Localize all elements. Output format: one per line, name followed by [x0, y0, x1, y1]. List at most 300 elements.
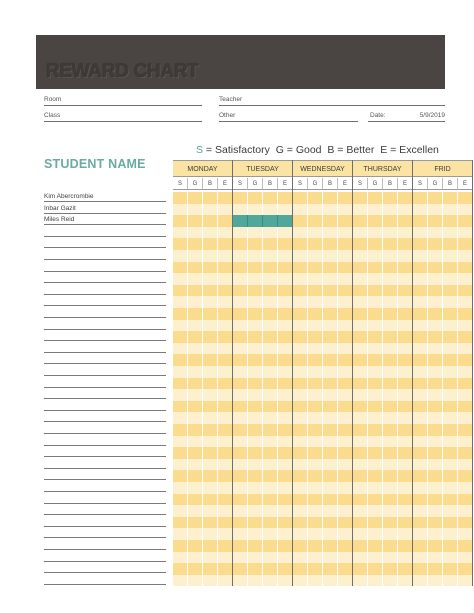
rating-cell[interactable] [293, 459, 308, 471]
rating-cell[interactable] [233, 354, 248, 366]
rating-cell[interactable] [398, 238, 413, 250]
rating-cell[interactable] [263, 331, 278, 343]
rating-cell[interactable] [278, 552, 293, 564]
rating-cell[interactable] [173, 540, 188, 552]
rating-cell[interactable] [248, 563, 263, 575]
rating-cell[interactable] [218, 552, 233, 564]
rating-cell[interactable] [368, 296, 383, 308]
rating-cell[interactable] [323, 204, 338, 216]
rating-cell[interactable] [308, 320, 323, 332]
rating-cell[interactable] [338, 296, 353, 308]
rating-cell[interactable] [263, 296, 278, 308]
rating-cell[interactable] [398, 517, 413, 529]
rating-cell[interactable] [173, 575, 188, 587]
rating-cell[interactable] [428, 238, 443, 250]
rating-cell[interactable] [368, 354, 383, 366]
rating-cell[interactable] [428, 436, 443, 448]
rating-cell[interactable] [278, 412, 293, 424]
rating-cell[interactable] [353, 192, 368, 204]
rating-cell[interactable] [443, 494, 458, 506]
student-row[interactable] [44, 551, 166, 562]
rating-cell[interactable] [293, 227, 308, 239]
rating-cell[interactable] [383, 238, 398, 250]
rating-cell[interactable] [218, 354, 233, 366]
rating-cell[interactable] [263, 470, 278, 482]
rating-cell[interactable] [293, 354, 308, 366]
rating-cell[interactable] [353, 563, 368, 575]
rating-cell[interactable] [458, 528, 473, 540]
rating-cell[interactable] [413, 436, 428, 448]
rating-cell[interactable] [413, 505, 428, 517]
rating-cell[interactable] [188, 366, 203, 378]
rating-cell[interactable] [353, 552, 368, 564]
rating-cell[interactable] [203, 459, 218, 471]
rating-cell[interactable] [218, 250, 233, 262]
rating-cell[interactable] [263, 517, 278, 529]
rating-cell[interactable] [248, 482, 263, 494]
rating-cell[interactable] [353, 505, 368, 517]
rating-cell[interactable] [248, 470, 263, 482]
rating-cell[interactable] [428, 447, 443, 459]
rating-cell[interactable] [188, 552, 203, 564]
rating-cell[interactable] [278, 459, 293, 471]
rating-cell[interactable] [293, 575, 308, 587]
rating-cell[interactable] [203, 343, 218, 355]
rating-cell[interactable] [323, 459, 338, 471]
rating-cell[interactable] [368, 250, 383, 262]
rating-cell[interactable] [353, 378, 368, 390]
rating-cell[interactable] [293, 517, 308, 529]
rating-cell[interactable] [248, 459, 263, 471]
rating-cell[interactable] [353, 273, 368, 285]
rating-cell[interactable] [428, 250, 443, 262]
rating-cell[interactable] [443, 401, 458, 413]
rating-cell[interactable] [323, 308, 338, 320]
rating-cell[interactable] [323, 540, 338, 552]
rating-cell[interactable] [173, 412, 188, 424]
rating-cell[interactable] [398, 575, 413, 587]
rating-cell[interactable] [398, 412, 413, 424]
rating-cell[interactable] [278, 470, 293, 482]
rating-cell[interactable] [233, 273, 248, 285]
rating-cell[interactable] [173, 378, 188, 390]
rating-cell[interactable] [458, 343, 473, 355]
rating-cell[interactable] [203, 273, 218, 285]
rating-cell[interactable] [353, 354, 368, 366]
rating-cell[interactable] [323, 505, 338, 517]
rating-cell[interactable] [233, 505, 248, 517]
rating-cell[interactable] [308, 354, 323, 366]
rating-cell[interactable] [353, 204, 368, 216]
rating-cell[interactable] [248, 366, 263, 378]
rating-cell[interactable] [323, 552, 338, 564]
rating-cell[interactable] [263, 401, 278, 413]
rating-cell[interactable] [323, 262, 338, 274]
rating-cell[interactable] [188, 285, 203, 297]
rating-cell[interactable] [458, 285, 473, 297]
rating-cell[interactable] [218, 238, 233, 250]
rating-cell[interactable] [278, 273, 293, 285]
rating-cell[interactable] [218, 528, 233, 540]
rating-cell[interactable] [188, 436, 203, 448]
rating-cell[interactable] [308, 494, 323, 506]
rating-cell[interactable] [428, 517, 443, 529]
rating-cell[interactable] [443, 540, 458, 552]
rating-cell[interactable] [368, 494, 383, 506]
rating-cell[interactable] [278, 238, 293, 250]
rating-cell[interactable] [398, 470, 413, 482]
rating-cell[interactable] [443, 389, 458, 401]
rating-cell[interactable] [188, 227, 203, 239]
rating-cell[interactable] [188, 389, 203, 401]
rating-cell[interactable] [308, 528, 323, 540]
rating-cell[interactable] [203, 308, 218, 320]
rating-cell[interactable] [458, 575, 473, 587]
rating-cell[interactable] [188, 528, 203, 540]
rating-cell[interactable] [233, 238, 248, 250]
rating-cell[interactable] [443, 273, 458, 285]
rating-cell[interactable] [428, 540, 443, 552]
rating-cell[interactable] [383, 204, 398, 216]
rating-cell[interactable] [203, 575, 218, 587]
rating-cell[interactable] [443, 250, 458, 262]
rating-cell[interactable] [263, 505, 278, 517]
rating-cell[interactable] [278, 528, 293, 540]
rating-cell[interactable] [293, 505, 308, 517]
rating-cell[interactable] [398, 401, 413, 413]
rating-cell[interactable] [443, 262, 458, 274]
rating-cell[interactable] [323, 354, 338, 366]
rating-cell[interactable] [263, 238, 278, 250]
rating-cell[interactable] [458, 378, 473, 390]
rating-cell[interactable] [248, 262, 263, 274]
rating-cell[interactable] [458, 563, 473, 575]
rating-cell[interactable] [188, 192, 203, 204]
rating-cell[interactable] [338, 192, 353, 204]
rating-cell[interactable] [338, 215, 353, 227]
rating-cell[interactable] [233, 412, 248, 424]
rating-cell[interactable] [293, 296, 308, 308]
rating-cell[interactable] [443, 320, 458, 332]
rating-cell[interactable] [458, 238, 473, 250]
rating-cell[interactable] [218, 308, 233, 320]
rating-cell[interactable] [218, 540, 233, 552]
rating-cell[interactable] [203, 227, 218, 239]
rating-cell[interactable] [203, 354, 218, 366]
student-row[interactable] [44, 353, 166, 364]
rating-cell[interactable] [218, 563, 233, 575]
rating-cell[interactable] [173, 482, 188, 494]
rating-cell[interactable] [218, 296, 233, 308]
rating-cell[interactable] [233, 227, 248, 239]
rating-cell[interactable] [293, 238, 308, 250]
rating-cell[interactable] [413, 215, 428, 227]
rating-cell[interactable] [218, 227, 233, 239]
rating-cell[interactable] [218, 505, 233, 517]
rating-cell[interactable] [233, 320, 248, 332]
rating-cell[interactable] [203, 470, 218, 482]
rating-cell[interactable] [203, 320, 218, 332]
rating-cell[interactable] [248, 505, 263, 517]
rating-cell[interactable] [383, 378, 398, 390]
rating-cell[interactable] [248, 494, 263, 506]
rating-cell[interactable] [293, 204, 308, 216]
rating-cell[interactable] [413, 482, 428, 494]
rating-cell[interactable] [308, 343, 323, 355]
rating-cell[interactable] [398, 215, 413, 227]
rating-cell[interactable] [458, 447, 473, 459]
rating-cell[interactable] [203, 296, 218, 308]
rating-cell[interactable] [338, 389, 353, 401]
rating-cell[interactable] [293, 482, 308, 494]
rating-cell[interactable] [383, 273, 398, 285]
rating-cell[interactable] [368, 273, 383, 285]
rating-cell[interactable] [248, 320, 263, 332]
rating-cell[interactable] [323, 227, 338, 239]
rating-cell[interactable] [458, 517, 473, 529]
rating-cell[interactable] [233, 482, 248, 494]
rating-cell[interactable] [413, 331, 428, 343]
rating-cell[interactable] [278, 436, 293, 448]
student-row[interactable] [44, 307, 166, 318]
student-row[interactable] [44, 539, 166, 550]
rating-cell[interactable] [218, 412, 233, 424]
rating-cell[interactable] [278, 378, 293, 390]
student-row[interactable] [44, 493, 166, 504]
rating-cell[interactable] [278, 575, 293, 587]
rating-cell[interactable] [368, 215, 383, 227]
rating-cell[interactable] [173, 204, 188, 216]
rating-cell[interactable] [458, 204, 473, 216]
rating-cell[interactable] [398, 424, 413, 436]
rating-cell[interactable] [383, 563, 398, 575]
rating-cell[interactable] [413, 494, 428, 506]
rating-cell[interactable] [308, 250, 323, 262]
rating-cell[interactable] [368, 552, 383, 564]
rating-cell[interactable] [203, 389, 218, 401]
rating-cell[interactable] [278, 494, 293, 506]
rating-cell[interactable] [218, 401, 233, 413]
rating-cell[interactable] [413, 401, 428, 413]
rating-cell[interactable] [383, 412, 398, 424]
rating-cell[interactable] [188, 494, 203, 506]
rating-cell[interactable] [263, 273, 278, 285]
rating-cell[interactable] [353, 459, 368, 471]
rating-cell[interactable] [323, 320, 338, 332]
student-row[interactable] [44, 388, 166, 399]
rating-cell[interactable] [413, 192, 428, 204]
student-row[interactable] [44, 527, 166, 538]
rating-cell[interactable] [308, 575, 323, 587]
rating-cell[interactable] [458, 412, 473, 424]
rating-cell[interactable] [428, 296, 443, 308]
rating-cell[interactable] [323, 447, 338, 459]
rating-cell[interactable] [353, 494, 368, 506]
rating-cell[interactable] [308, 563, 323, 575]
rating-cell[interactable] [368, 517, 383, 529]
rating-cell[interactable] [218, 389, 233, 401]
rating-cell[interactable] [218, 447, 233, 459]
rating-cell[interactable] [323, 296, 338, 308]
rating-cell[interactable] [383, 250, 398, 262]
rating-cell[interactable] [443, 308, 458, 320]
rating-cell[interactable] [443, 204, 458, 216]
rating-cell[interactable] [263, 459, 278, 471]
rating-cell[interactable] [203, 192, 218, 204]
rating-cell[interactable] [398, 204, 413, 216]
rating-cell[interactable] [233, 308, 248, 320]
rating-cell[interactable] [278, 424, 293, 436]
rating-cell[interactable] [248, 401, 263, 413]
rating-cell[interactable] [278, 215, 293, 227]
rating-cell[interactable] [338, 459, 353, 471]
rating-cell[interactable] [203, 331, 218, 343]
rating-cell[interactable] [458, 215, 473, 227]
rating-cell[interactable] [218, 285, 233, 297]
rating-cell[interactable] [323, 331, 338, 343]
rating-cell[interactable] [443, 354, 458, 366]
rating-cell[interactable] [233, 401, 248, 413]
rating-cell[interactable] [308, 366, 323, 378]
rating-cell[interactable] [203, 540, 218, 552]
rating-cell[interactable] [203, 378, 218, 390]
rating-cell[interactable] [173, 215, 188, 227]
rating-cell[interactable] [338, 250, 353, 262]
rating-cell[interactable] [368, 389, 383, 401]
rating-cell[interactable] [338, 575, 353, 587]
rating-cell[interactable] [353, 308, 368, 320]
rating-cell[interactable] [308, 378, 323, 390]
rating-cell[interactable] [368, 343, 383, 355]
room-field[interactable] [44, 105, 202, 106]
rating-cell[interactable] [368, 412, 383, 424]
rating-cell[interactable] [218, 494, 233, 506]
student-row[interactable] [44, 191, 166, 202]
rating-cell[interactable] [353, 343, 368, 355]
rating-cell[interactable] [443, 505, 458, 517]
rating-cell[interactable] [383, 192, 398, 204]
rating-cell[interactable] [353, 470, 368, 482]
rating-cell[interactable] [323, 517, 338, 529]
rating-cell[interactable] [323, 215, 338, 227]
rating-cell[interactable] [188, 273, 203, 285]
student-row[interactable] [44, 319, 166, 330]
rating-cell[interactable] [413, 320, 428, 332]
rating-cell[interactable] [353, 401, 368, 413]
rating-cell[interactable] [428, 470, 443, 482]
rating-cell[interactable] [293, 192, 308, 204]
rating-cell[interactable] [398, 447, 413, 459]
rating-cell[interactable] [263, 412, 278, 424]
rating-cell[interactable] [173, 238, 188, 250]
date-value[interactable]: 5/9/2019 [419, 112, 445, 119]
rating-cell[interactable] [248, 412, 263, 424]
rating-cell[interactable] [263, 215, 278, 227]
rating-cell[interactable] [383, 308, 398, 320]
rating-cell[interactable] [293, 412, 308, 424]
rating-cell[interactable] [323, 436, 338, 448]
rating-cell[interactable] [278, 227, 293, 239]
rating-cell[interactable] [323, 412, 338, 424]
rating-cell[interactable] [263, 528, 278, 540]
rating-cell[interactable] [353, 528, 368, 540]
rating-cell[interactable] [233, 575, 248, 587]
rating-cell[interactable] [203, 262, 218, 274]
rating-cell[interactable] [413, 227, 428, 239]
rating-cell[interactable] [248, 343, 263, 355]
rating-cell[interactable] [443, 482, 458, 494]
rating-cell[interactable] [338, 436, 353, 448]
rating-cell[interactable] [263, 262, 278, 274]
rating-cell[interactable] [248, 192, 263, 204]
rating-cell[interactable] [413, 378, 428, 390]
rating-cell[interactable] [293, 250, 308, 262]
rating-cell[interactable] [173, 494, 188, 506]
student-row[interactable] [44, 411, 166, 422]
rating-cell[interactable] [413, 262, 428, 274]
rating-cell[interactable] [383, 482, 398, 494]
rating-cell[interactable] [188, 447, 203, 459]
rating-cell[interactable] [443, 552, 458, 564]
rating-cell[interactable] [413, 540, 428, 552]
rating-cell[interactable] [173, 552, 188, 564]
rating-cell[interactable] [338, 528, 353, 540]
rating-cell[interactable] [203, 517, 218, 529]
rating-cell[interactable] [173, 389, 188, 401]
rating-cell[interactable] [323, 389, 338, 401]
rating-cell[interactable] [188, 215, 203, 227]
rating-cell[interactable] [428, 285, 443, 297]
rating-cell[interactable] [413, 517, 428, 529]
rating-cell[interactable] [173, 366, 188, 378]
rating-cell[interactable] [443, 296, 458, 308]
student-row[interactable] [44, 574, 166, 585]
student-row[interactable] [44, 249, 166, 260]
rating-cell[interactable] [173, 320, 188, 332]
rating-cell[interactable] [278, 401, 293, 413]
rating-cell[interactable] [413, 285, 428, 297]
rating-cell[interactable] [443, 285, 458, 297]
rating-cell[interactable] [338, 273, 353, 285]
rating-cell[interactable] [308, 470, 323, 482]
rating-cell[interactable] [398, 552, 413, 564]
rating-cell[interactable] [353, 436, 368, 448]
rating-cell[interactable] [233, 262, 248, 274]
rating-cell[interactable] [398, 494, 413, 506]
rating-cell[interactable] [278, 563, 293, 575]
rating-cell[interactable] [248, 389, 263, 401]
rating-cell[interactable] [338, 505, 353, 517]
rating-cell[interactable] [248, 250, 263, 262]
rating-cell[interactable] [263, 227, 278, 239]
rating-cell[interactable] [203, 250, 218, 262]
rating-cell[interactable] [248, 215, 263, 227]
rating-cell[interactable] [398, 343, 413, 355]
rating-cell[interactable] [398, 528, 413, 540]
rating-cell[interactable] [278, 505, 293, 517]
rating-cell[interactable] [383, 540, 398, 552]
rating-cell[interactable] [323, 575, 338, 587]
rating-cell[interactable] [293, 273, 308, 285]
rating-cell[interactable] [233, 343, 248, 355]
rating-cell[interactable] [353, 424, 368, 436]
rating-cell[interactable] [458, 250, 473, 262]
student-row[interactable] [44, 237, 166, 248]
rating-cell[interactable] [398, 285, 413, 297]
rating-cell[interactable] [218, 215, 233, 227]
rating-cell[interactable] [458, 296, 473, 308]
rating-cell[interactable] [248, 204, 263, 216]
